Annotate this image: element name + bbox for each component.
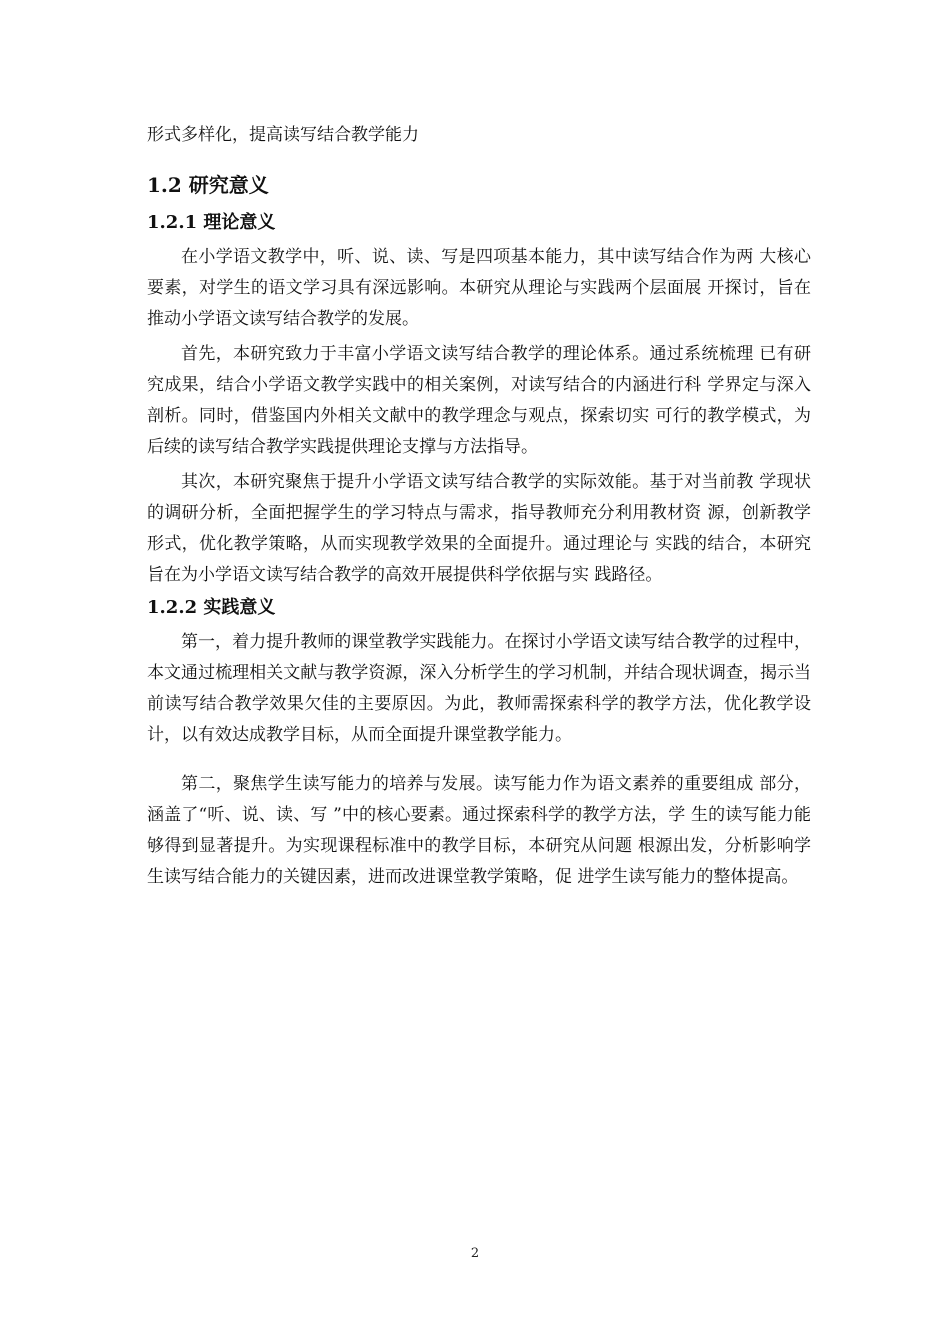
continuation-line: 形式多样化，提高读写结合教学能力 — [147, 125, 419, 145]
page-number: 2 — [470, 1246, 480, 1261]
theory-paragraph: 其次，本研究聚焦于提升小学语文读写结合教学的实际效能。基于对当前教 学现状的调研分析，全面把握学生的学习特点与需求，指导教师充分利用教材资 源，创新教学形式，优化教学策略，从而实现教学效果的全面提升。通过理论与 实践的结合，本研究旨在为小学语文读写结合教学的高效开展提供科学依据与实 践路径。 — [147, 472, 811, 585]
subsection-heading-theory: 1.2.1 理论意义 — [147, 212, 276, 233]
page-content — [147, 118, 811, 897]
practice-paragraph: 第一，着力提升教师的课堂教学实践能力。在探讨小学语文读写结合教学的过程中，本文通过梳理相关文献与教学资源，深入分析学生的学习机制，并结合现状调查，揭示当前读写结合教学效果欠佳的主要原因。为此，教师需探索科学的教学方法，优化教学设计，以有效达成教学目标，从而全面提升课堂教学能力。 — [147, 632, 811, 745]
section-heading: 1.2 研究意义 — [147, 173, 269, 197]
theory-paragraph: 在小学语文教学中，听、说、读、写是四项基本能力，其中读写结合作为两 大核心要素，对学生的语文学习具有深远影响。本研究从理论与实践两个层面展 开探讨，旨在推动小学语文读写结合教学的发展。 — [147, 247, 811, 329]
practice-paragraph: 第二，聚焦学生读写能力的培养与发展。读写能力作为语文素养的重要组成 部分，涵盖了“听、说、读、写 ”中的核心要素。通过探索科学的教学方法，学 生的读写能力能够得到显著提升。为实现课程标准中的教学目标，本研究从问题 根源出发，分析影响学生读写结合能力的关键因素，进而改进课堂教学策略，促 进学生读写能力的整体提高。 — [147, 774, 811, 887]
theory-paragraph: 首先，本研究致力于丰富小学语文读写结合教学的理论体系。通过系统梳理 已有研究成果，结合小学语文教学实践中的相关案例，对读写结合的内涵进行科 学界定与深入剖析。同时，借鉴国内外相关文献中的教学理念与观点，探索切实 可行的教学模式，为后续的读写结合教学实践提供理论支撑与方法指导。 — [147, 344, 811, 457]
subsection-heading-practice: 1.2.2 实践意义 — [147, 597, 276, 618]
